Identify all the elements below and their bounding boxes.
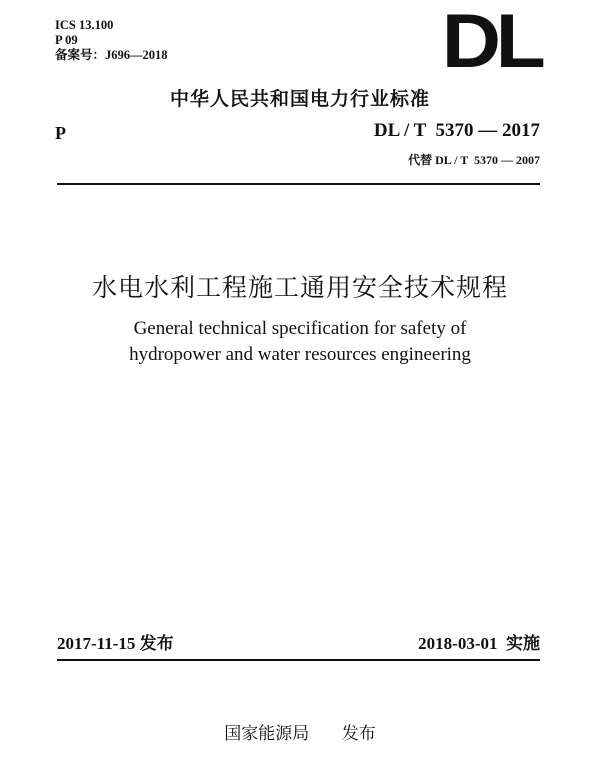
implementation-date: 2018-03-01: [418, 634, 498, 653]
title-english-line-2: hydropower and water resources engineering: [129, 344, 471, 365]
implementation-date-block: [418, 629, 540, 654]
bottom-divider: [57, 659, 540, 661]
title-english-line-1: General technical specification for safety of: [133, 318, 467, 339]
ccs-code: P 09: [55, 33, 78, 47]
record-number: 备案号：J696—2018: [55, 48, 168, 62]
replaces-standard: 代替 DL / T 5370 — 2007: [408, 153, 540, 167]
implementation-label: 实施: [506, 634, 540, 654]
issue-date: 2017-11-15: [57, 634, 136, 653]
dl-logo: DL: [441, 0, 540, 84]
ics-code: ICS 13.100: [55, 18, 114, 32]
issuer-block: [0, 719, 600, 744]
issuer-name: 国家能源局: [224, 724, 310, 744]
issue-date-block: [57, 629, 174, 654]
issuer-action: 发布: [341, 724, 376, 744]
standard-category: 中华人民共和国电力行业标准: [169, 88, 430, 110]
standard-number: DL / T 5370 — 2017: [373, 120, 540, 141]
top-divider: [57, 183, 540, 185]
title-chinese: 水电水利工程施工通用安全技术规程: [91, 273, 508, 302]
classification-letter: P: [55, 123, 66, 143]
issue-label: 发布: [139, 634, 174, 654]
